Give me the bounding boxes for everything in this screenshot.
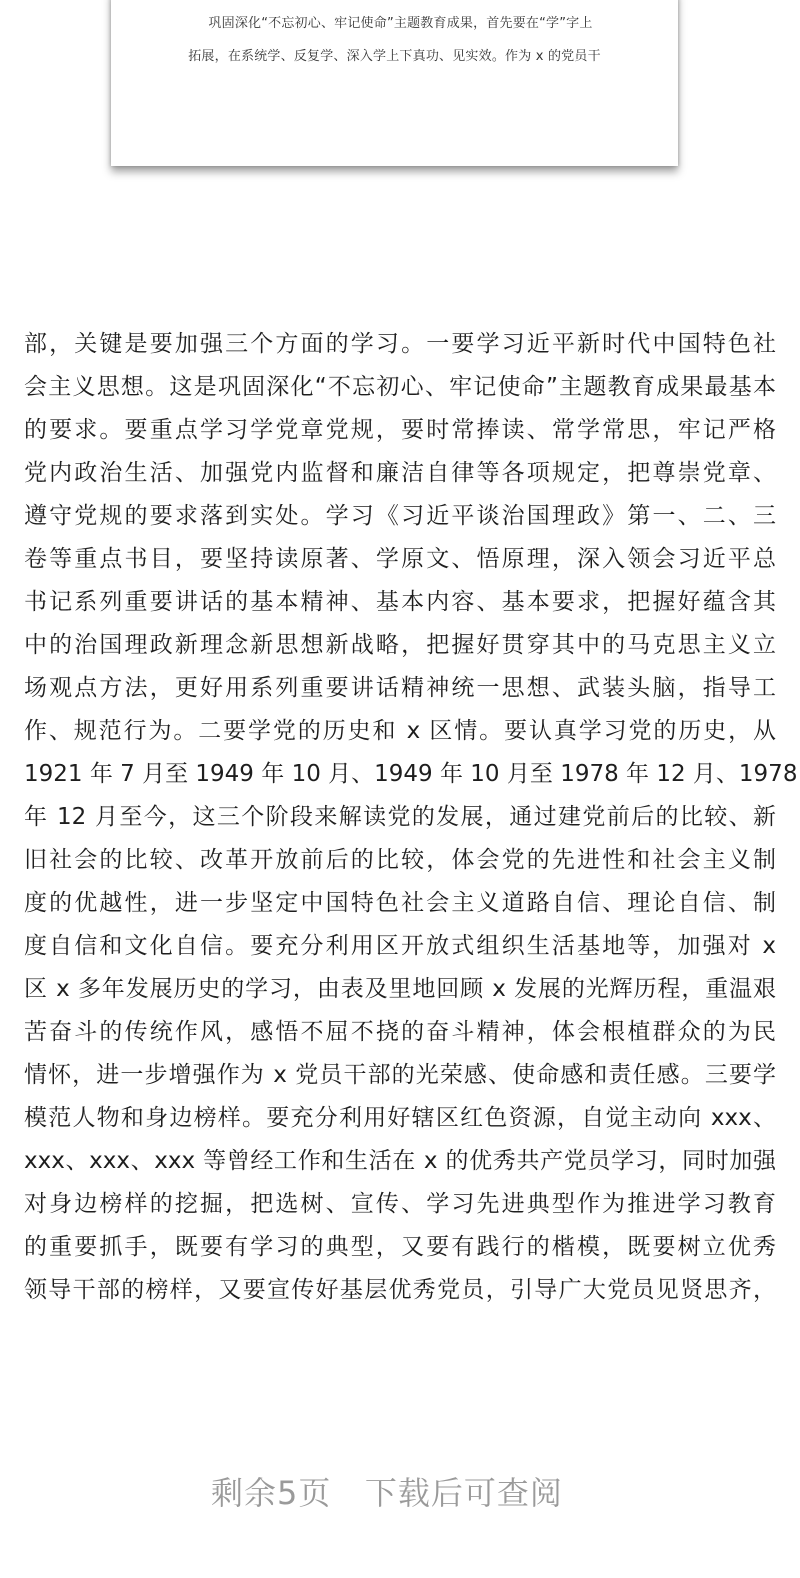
- preview-line: 巩固深化“不忘初心、牢记使命”主题教育成果，首先要在“学”字上: [208, 16, 593, 31]
- body-line: 的要求。要重点学习学党章党规，要时常捧读、常学常思，牢记严格: [24, 417, 776, 443]
- preview-card: [111, 0, 678, 166]
- document-body: [24, 323, 798, 1312]
- body-line: 部，关键是要加强三个方面的学习。一要学习近平新时代中国特色社: [24, 331, 776, 357]
- body-line: 中的治国理政新理念新思想新战略，把握好贯穿其中的马克思主义立: [24, 632, 776, 658]
- body-line: 领导干部的榜样，又要宣传好基层优秀党员，引导广大党员见贤思齐，: [24, 1277, 776, 1303]
- body-line: 模范人物和身边榜样。要充分利用好辖区红色资源，自觉主动向 xxx、: [24, 1105, 776, 1131]
- body-line: 卷等重点书目，要坚持读原著、学原文、悟原理，深入领会习近平总: [24, 546, 776, 572]
- body-line: 对身边榜样的挖掘，把选树、宣传、学习先进典型作为推进学习教育: [24, 1191, 776, 1217]
- body-line: 作、规范行为。二要学党的历史和 x 区情。要认真学习党的历史，从: [24, 718, 776, 744]
- body-line: xxx、xxx、xxx 等曾经工作和生活在 x 的优秀共产党员学习，同时加强: [24, 1148, 776, 1174]
- body-line: 书记系列重要讲话的基本精神、基本内容、基本要求，把握好蕴含其: [24, 589, 776, 615]
- body-line: 1921 年 7 月至 1949 年 10 月、1949 年 10 月至 1978 年 12 月、1978: [24, 761, 798, 787]
- body-line: 场观点方法，更好用系列重要讲话精神统一思想、武装头脑，指导工: [24, 675, 776, 701]
- body-line: 会主义思想。这是巩固深化“不忘初心、牢记使命”主题教育成果最基本: [24, 374, 776, 400]
- download-notice[interactable]: 剩余5页 下载后可查阅: [211, 1474, 563, 1512]
- body-line: 度自信和文化自信。要充分利用区开放式组织生活基地等，加强对 x: [24, 933, 776, 959]
- body-line: 年 12 月至今，这三个阶段来解读党的发展，通过建党前后的比较、新: [24, 804, 776, 830]
- preview-line: 拓展，在系统学、反复学、深入学上下真功、见实效。作为 x 的党员干: [188, 49, 601, 64]
- body-line: 的重要抓手，既要有学习的典型，又要有践行的楷模，既要树立优秀: [24, 1234, 776, 1260]
- body-line: 区 x 多年发展历史的学习，由表及里地回顾 x 发展的光辉历程，重温艰: [24, 976, 776, 1002]
- body-line: 度的优越性，进一步坚定中国特色社会主义道路自信、理论自信、制: [24, 890, 776, 916]
- body-line: 党内政治生活、加强党内监督和廉洁自律等各项规定，把尊崇党章、: [24, 460, 776, 486]
- body-line: 旧社会的比较、改革开放前后的比较，体会党的先进性和社会主义制: [24, 847, 776, 873]
- body-line: 情怀，进一步增强作为 x 党员干部的光荣感、使命感和责任感。三要学: [24, 1062, 776, 1088]
- body-line: 苦奋斗的传统作风，感悟不屈不挠的奋斗精神，体会根植群众的为民: [24, 1019, 776, 1045]
- body-line: 遵守党规的要求落到实处。学习《习近平谈治国理政》第一、二、三: [24, 503, 776, 529]
